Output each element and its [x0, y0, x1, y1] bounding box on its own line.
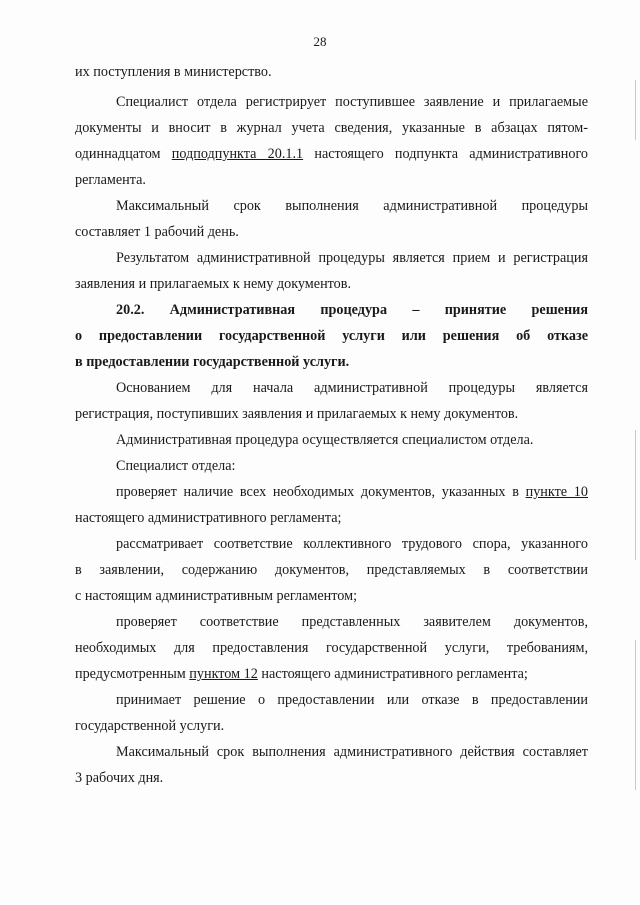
text-line	[116, 483, 588, 501]
text-line: Результатом административной процедуры является прием и регистрация	[116, 250, 588, 266]
text-line: 3 рабочих дня.	[75, 770, 164, 786]
text-line	[75, 665, 588, 683]
text-fragment: одиннадцатом	[75, 146, 161, 162]
text-line: принимает решение о предоставлении или отказе в предоставлении	[116, 692, 588, 708]
scan-edge-mark	[635, 640, 636, 790]
subclause-20-1-1-link[interactable]: подподпункта 20.1.1	[171, 146, 304, 162]
text-line: их поступления в министерство.	[75, 64, 272, 80]
text-line: в заявлении, содержанию документов, представляемых в соответствии	[75, 562, 588, 578]
scan-edge-mark	[635, 80, 636, 140]
section-heading: в предоставлении государственной услуги.	[75, 354, 350, 370]
text-fragment: настоящего подпункта административного	[314, 146, 588, 162]
text-fragment: настоящего административного регламента;	[261, 666, 528, 682]
text-line: рассматривает соответствие коллективного трудового спора, указанного	[116, 536, 588, 552]
text-line: государственной услуги.	[75, 718, 225, 734]
text-line: Административная процедура осуществляется специалистом отдела.	[116, 432, 534, 448]
clause-12-link[interactable]: пунктом 12	[189, 666, 258, 682]
text-line: Основанием для начала административной процедуры является	[116, 380, 588, 396]
scan-edge-mark	[635, 430, 636, 560]
text-fragment: проверяет наличие всех необходимых документов, указанных в	[116, 484, 519, 500]
text-line: необходимых для предоставления государственной услуги, требованиям,	[75, 640, 588, 656]
text-line: регламента.	[75, 172, 146, 188]
text-line: настоящего административного регламента;	[75, 510, 342, 526]
text-line: Максимальный срок выполнения административной процедуры	[116, 198, 588, 214]
text-line: Максимальный срок выполнения административного действия составляет	[116, 744, 588, 760]
section-heading: о предоставлении государственной услуги или решения об отказе	[75, 328, 588, 344]
text-line: документы и вносит в журнал учета сведения, указанные в абзацах пятом-	[75, 120, 588, 136]
page-number: 28	[313, 34, 327, 49]
text-line: Специалист отдела:	[116, 458, 236, 474]
clause-10-link[interactable]: пункте 10	[525, 484, 588, 500]
text-line: Специалист отдела регистрирует поступившее заявление и прилагаемые	[116, 94, 588, 110]
text-line: с настоящим административным регламентом;	[75, 588, 358, 604]
text-line: регистрация, поступивших заявления и прилагаемых к нему документов.	[75, 406, 519, 422]
section-heading: 20.2. Административная процедура – принятие решения	[116, 302, 588, 318]
text-line: проверяет соответствие представленных заявителем документов,	[116, 614, 588, 630]
text-line	[75, 145, 588, 163]
text-line: заявления и прилагаемых к нему документов.	[75, 276, 352, 292]
text-fragment: предусмотренным	[75, 666, 186, 682]
text-line: составляет 1 рабочий день.	[75, 224, 239, 240]
